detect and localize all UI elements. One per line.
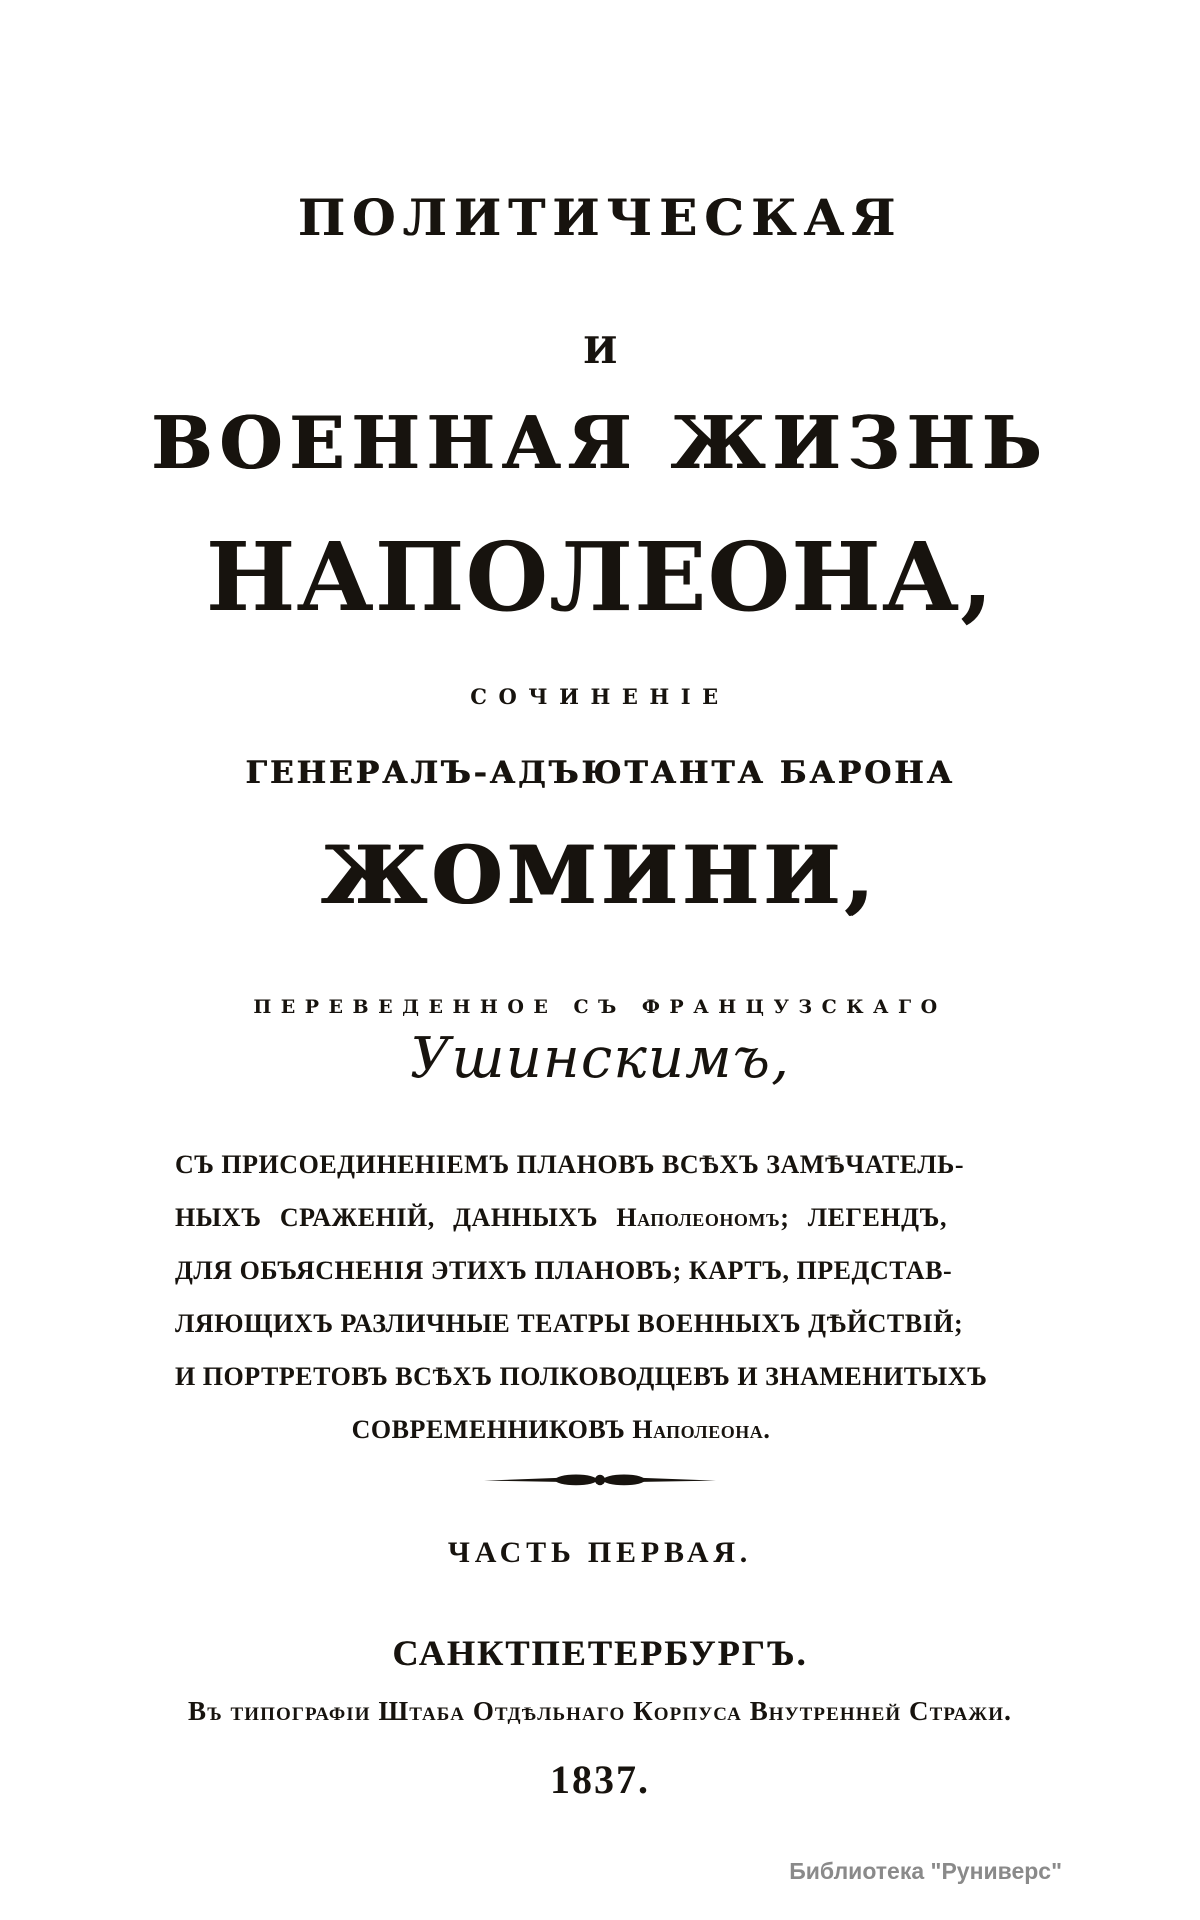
translator-name: Ушинскимъ, xyxy=(409,1026,791,1091)
subtitle-paragraph xyxy=(175,1150,988,1468)
subtitle-line-1: СЪ ПРИСОЕДИНЕНІЕМЪ ПЛАНОВЪ ВСѢХЪ ЗАМѢЧАТЕЛЬ- xyxy=(175,1150,965,1179)
translation-label: ПЕРЕВЕДЕННОЕ СЪ ФРАНЦУЗСКАГО xyxy=(253,996,947,1018)
book-title-line2: ВОЕННАЯ ЖИЗНЬ xyxy=(151,400,1049,485)
subtitle-line-4: ЛЯЮЩИХЪ РАЗЛИЧНЫЕ ТЕАТРЫ ВОЕННЫХЪ ДѢЙСТВІЙ; xyxy=(175,1309,964,1338)
divider-ornament xyxy=(20,1472,1180,1492)
subtitle-line-2: НЫХЪ СРАЖЕНІЙ, ДАННЫХЪ Наполеономъ; ЛЕГЕНДЪ, xyxy=(175,1203,947,1232)
author-rank: ГЕНЕРАЛЪ-АДЪЮТАНТА БАРОНА xyxy=(245,755,955,791)
subtitle-line-3: ДЛЯ ОБЪЯСНЕНІЯ ЭТИХЪ ПЛАНОВЪ; КАРТЪ, ПРЕДСТАВ- xyxy=(175,1256,953,1285)
subtitle-line-6: СОВРЕМЕННИКОВЪ Наполеона. xyxy=(351,1415,771,1444)
imprint-printer: Въ типографіи Штаба Отдѣльнаго Корпуса Внутренней Стражи. xyxy=(188,1696,1012,1726)
subtitle-line-5: И ПОРТРЕТОВЪ ВСѢХЪ ПОЛКОВОДЦЕВЪ И ЗНАМЕНИТЫХЪ xyxy=(175,1362,988,1391)
part-number: ЧАСТЬ ПЕРВАЯ. xyxy=(447,1536,753,1569)
imprint-city: САНКТПЕТЕРБУРГЪ. xyxy=(392,1633,808,1673)
library-watermark: Библиотека "Руниверс" xyxy=(789,1858,1062,1884)
book-title-conjunction: И xyxy=(582,330,617,372)
book-title-line3: НАПОЛЕОНА, xyxy=(205,522,995,633)
book-title-line1: ПОЛИТИЧЕСКАЯ xyxy=(297,188,903,247)
work-label: СОЧИНЕНІЕ xyxy=(470,684,730,709)
author-name: ЖОМИНИ, xyxy=(321,828,879,922)
imprint-year: 1837. xyxy=(550,1757,650,1802)
